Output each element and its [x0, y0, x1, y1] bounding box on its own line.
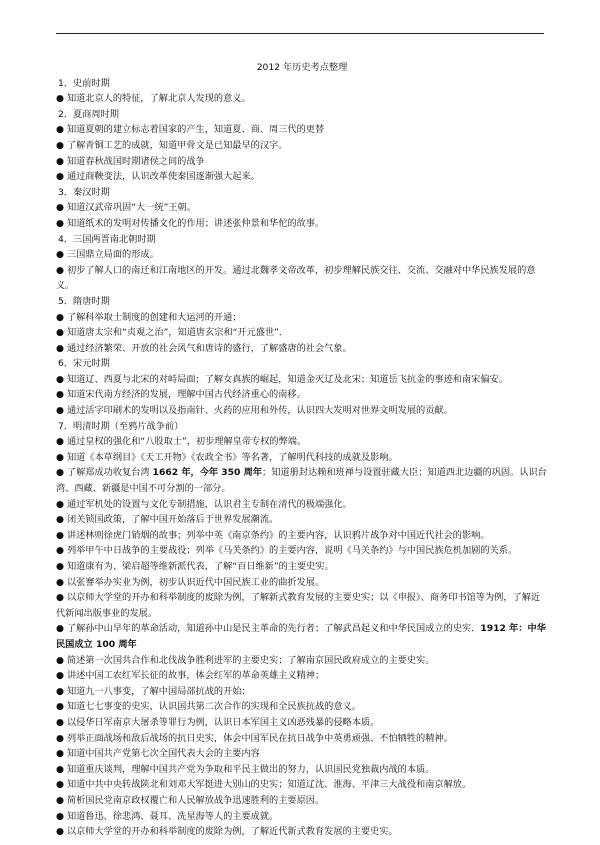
bullet-item: ● 知道中共中央转战陕北和刘邓大军挺进大别山的史实；知道辽沈、淮海、平津三大战役和南京解放。	[56, 777, 548, 793]
section-heading: 2．夏商周时期	[58, 108, 119, 120]
highlighted-text: 1662 年，今年 350 周年	[152, 467, 263, 479]
header-rule	[56, 33, 544, 34]
bullet-item: ● 知道康有为、梁启超等维新派代表，了解“百日维新”的主要史实。	[56, 559, 548, 575]
bullet-item: ● 以京师大学堂的开办和科举制度的废除为例，了解新式教育发展的主要史实；以《申报》、商务印书馆等为例，了解近代新闻出版事业的发展。	[56, 590, 548, 621]
bullet-item: ● 通过活字印刷术的发明以及指南针、火药的应用和外传，认识四大发明对世界文明发展的贡献。	[56, 403, 548, 419]
bullet-item: ● 讲述中国工农红军长征的故事，体会红军的革命英雄主义精神；	[56, 668, 548, 684]
highlighted-text: 1912 年：中华民国成立 100 周年	[56, 623, 546, 650]
bullet-item: ● 知道九一八事变，了解中国局部抗战的开始；	[56, 684, 548, 700]
bullet-item: ● 通过皇权的强化和“八股取士”，初步理解皇帝专权的弊端。	[56, 434, 548, 450]
bullet-item: ● 以京师大学堂的开办和科举制度的废除为例，了解近代新式教育发展的主要史实。	[56, 824, 548, 840]
bullet-item: ● 列举甲午中日战争的主要战役；列举《马关条约》的主要内容，说明《马关条约》与中国民族危机加剧的关系。	[56, 543, 548, 559]
bullet-item: ● 知道夏朝的建立标志着国家的产生，知道夏、商、周三代的更替	[56, 122, 548, 138]
section-heading: 7．明清时期（至鸦片战争前）	[58, 420, 184, 432]
bullet-item: ● 了解青铜工艺的成就，知道甲骨文是已知最早的汉字。	[56, 138, 548, 154]
section-heading: 6．宋元时期	[58, 358, 110, 370]
bullet-item: ● 闭关锁国政策，了解中国开始落后于世界发展潮流。	[56, 512, 548, 528]
bullet-item: ● 知道唐太宗和“贞观之治”，知道唐玄宗和“开元盛世”．	[56, 325, 548, 341]
bullet-item: ● 知道北京人的特征，了解北京人发现的意义。	[56, 91, 548, 107]
bullet-item: ● 知道宋代南方经济的发展，理解中国古代经济重心的南移。	[56, 387, 548, 403]
bullet-item: ● 三国鼎立局面的形成。	[56, 247, 548, 263]
bullet-item: ● 讲述林则徐虎门销烟的故事；列举中英《南京条约》的主要内容，认识鸦片战争对中国近代社会的影响。	[56, 528, 548, 544]
document-title: 2012 年历史考点整理	[256, 62, 348, 73]
bullet-item: ● 简述第一次国共合作和北伐战争胜利进军的主要史实；了解南京国民政府成立的主要史实。	[56, 653, 548, 669]
document-lines	[56, 76, 548, 840]
bullet-item: ● 以侵华日军南京大屠杀等罪行为例，认识日本军国主义凶恶残暴的侵略本质。	[56, 715, 548, 731]
bullet-item: ● 初步了解人口的南迁和江南地区的开发。通过北魏孝文帝改革，初步理解民族交往、交流、交融对中华民族发展的意义。	[56, 263, 548, 294]
document-body	[56, 60, 548, 840]
bullet-item: ● 通过商鞅变法，认识改革使秦国逐渐强大起来。	[56, 169, 548, 185]
section-heading: 1．史前时期	[58, 77, 110, 89]
bullet-item: ● 知道中国共产党第七次全国代表大会的主要内容	[56, 746, 548, 762]
bullet-item: ● 知道春秋战国时期诸侯之间的战争	[56, 154, 548, 170]
section-heading: 4．三国两晋南北朝时期	[58, 233, 156, 245]
bullet-item: ● 知道鲁迅、徐悲鸿、聂耳、冼星海等人的主要成就。	[56, 809, 548, 825]
bullet-item: ● 知道七七事变的史实，认识国共第二次合作的实现和全民族抗战的意义。	[56, 699, 548, 715]
bullet-item: ● 了解孙中山早年的革命活动，知道孙中山是民主革命的先行者；了解武昌起义和中华民国成立的史实．1912 年：中华民国成立 100 周年	[56, 621, 548, 652]
bullet-item: ● 通过经济繁荣、开放的社会风气和唐诗的盛行，了解盛唐的社会气象。	[56, 341, 548, 357]
bullet-item: ● 知道《本草纲目》《天工开物》《农政全书》等名著，了解明代科技的成就及影响。	[56, 450, 548, 466]
bullet-item: ● 列举正面战场和敌后战场的抗日史实，体会中国军民在抗日战争中英勇顽强、不怕牺牲的精神。	[56, 731, 548, 747]
section-heading: 5．隋唐时期	[58, 295, 110, 307]
bullet-item: ● 通过军机处的设置与文化专制措施，认识君主专制在清代的极端强化。	[56, 497, 548, 513]
bullet-item: ● 简析国民党南京政权覆亡和人民解放战争迅速胜利的主要原因。	[56, 793, 548, 809]
bullet-item: ● 知道纸术的发明对传播文化的作用；讲述张仲景和华佗的故事。	[56, 216, 548, 232]
bullet-item: ● 了解科举取士制度的创建和大运河的开通；	[56, 310, 548, 326]
bullet-item: ● 以张謇举办实业为例，初步认识近代中国民族工业的曲折发展。	[56, 575, 548, 591]
bullet-item: ● 知道重庆谈判，理解中国共产党为争取和平民主做出的努力，认识国民党独裁内战的本质。	[56, 762, 548, 778]
bullet-item: ● 知道辽、西夏与北宋的对峙局面；了解女真族的崛起，知道金灭辽及北宋；知道岳飞抗金的事迹和南宋偏安。	[56, 372, 548, 388]
section-heading: 3．秦汉时期	[58, 186, 110, 198]
bullet-item: ● 了解郑成功收复台湾 1662 年，今年 350 周年；知道册封达赖和班禅与设置驻藏大臣；知道西北边疆的巩固。认识台湾、西藏、新疆是中国不可分割的一部分。	[56, 465, 548, 496]
bullet-item: ● 知道汉武帝巩固“大一统”王朝。	[56, 200, 548, 216]
